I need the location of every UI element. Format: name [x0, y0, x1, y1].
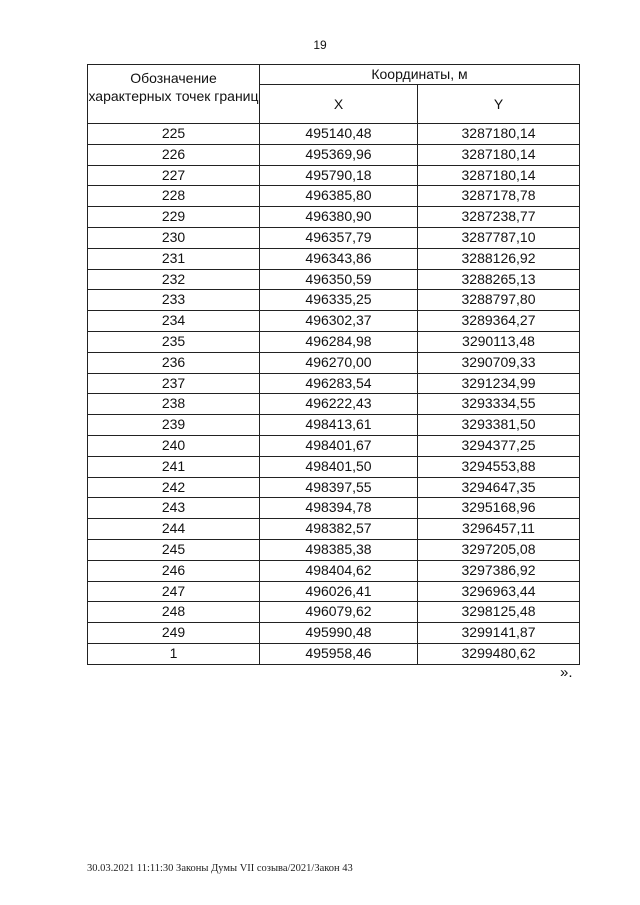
table-row [88, 352, 580, 373]
x-coordinate-cell: 496357,79 [260, 227, 418, 248]
y-coordinate-cell: 3291234,99 [418, 373, 580, 394]
y-coordinate-cell: 3296963,44 [418, 581, 580, 602]
boundary-points-header: Обозначение характерных точек границ [88, 65, 260, 124]
x-coordinate-cell: 498394,78 [260, 498, 418, 519]
point-label-cell: 243 [88, 498, 260, 519]
y-coordinate-cell: 3294647,35 [418, 477, 580, 498]
point-label-cell: 229 [88, 207, 260, 228]
x-coordinate-cell: 496284,98 [260, 331, 418, 352]
x-coordinate-cell: 496270,00 [260, 352, 418, 373]
table-row [88, 435, 580, 456]
x-coordinate-cell: 495990,48 [260, 623, 418, 644]
point-label-cell: 1 [88, 643, 260, 664]
document-footer: 30.03.2021 11:11:30 Законы Думы VII созыва/2021/Закон 43 [87, 863, 353, 874]
y-coordinate-cell: 3290113,48 [418, 331, 580, 352]
table-body [88, 124, 580, 665]
x-coordinate-cell: 495790,18 [260, 165, 418, 186]
x-coordinate-cell: 496380,90 [260, 207, 418, 228]
y-coordinate-cell: 3287787,10 [418, 227, 580, 248]
x-coordinate-cell: 498397,55 [260, 477, 418, 498]
y-coordinate-cell: 3299141,87 [418, 623, 580, 644]
x-coordinate-cell: 496079,62 [260, 602, 418, 623]
point-label-cell: 238 [88, 394, 260, 415]
table-row [88, 456, 580, 477]
table-header [88, 65, 580, 124]
point-label-cell: 230 [88, 227, 260, 248]
table-row [88, 248, 580, 269]
y-coordinate-cell: 3299480,62 [418, 643, 580, 664]
point-label-cell: 233 [88, 290, 260, 311]
x-coordinate-cell: 496350,59 [260, 269, 418, 290]
x-coordinate-cell: 496343,86 [260, 248, 418, 269]
y-coordinate-cell: 3293334,55 [418, 394, 580, 415]
point-label-cell: 225 [88, 124, 260, 145]
table-row [88, 581, 580, 602]
y-coordinate-cell: 3293381,50 [418, 415, 580, 436]
point-label-cell: 232 [88, 269, 260, 290]
x-coordinate-cell: 496302,37 [260, 311, 418, 332]
point-label-cell: 226 [88, 144, 260, 165]
x-coordinate-cell: 495958,46 [260, 643, 418, 664]
table-row [88, 519, 580, 540]
point-label-cell: 237 [88, 373, 260, 394]
table-row [88, 477, 580, 498]
point-label-cell: 242 [88, 477, 260, 498]
x-coordinate-cell: 498401,67 [260, 435, 418, 456]
point-label-cell: 239 [88, 415, 260, 436]
closing-quote-mark: ». [560, 664, 573, 681]
y-coordinate-cell: 3288126,92 [418, 248, 580, 269]
point-label-cell: 235 [88, 331, 260, 352]
x-header: X [260, 85, 418, 124]
point-label-cell: 228 [88, 186, 260, 207]
x-coordinate-cell: 496385,80 [260, 186, 418, 207]
point-label-cell: 246 [88, 560, 260, 581]
table-row [88, 394, 580, 415]
point-label-cell: 244 [88, 519, 260, 540]
y-coordinate-cell: 3288265,13 [418, 269, 580, 290]
x-coordinate-cell: 498385,38 [260, 539, 418, 560]
y-header: Y [418, 85, 580, 124]
x-coordinate-cell: 496283,54 [260, 373, 418, 394]
x-coordinate-cell: 498413,61 [260, 415, 418, 436]
x-coordinate-cell: 495369,96 [260, 144, 418, 165]
table-row [88, 311, 580, 332]
table-row [88, 165, 580, 186]
table-row [88, 144, 580, 165]
coordinates-header: Координаты, м [260, 65, 580, 85]
point-label-cell: 249 [88, 623, 260, 644]
y-coordinate-cell: 3298125,48 [418, 602, 580, 623]
table-row [88, 290, 580, 311]
point-label-cell: 245 [88, 539, 260, 560]
x-coordinate-cell: 498401,50 [260, 456, 418, 477]
point-label-cell: 247 [88, 581, 260, 602]
page-number: 19 [313, 38, 327, 52]
x-coordinate-cell: 496335,25 [260, 290, 418, 311]
point-label-cell: 234 [88, 311, 260, 332]
table-row [88, 498, 580, 519]
point-label-cell: 240 [88, 435, 260, 456]
table-row [88, 560, 580, 581]
y-coordinate-cell: 3287180,14 [418, 124, 580, 145]
x-coordinate-cell: 495140,48 [260, 124, 418, 145]
coordinates-table [87, 64, 580, 665]
y-coordinate-cell: 3290709,33 [418, 352, 580, 373]
table-row [88, 602, 580, 623]
y-coordinate-cell: 3287180,14 [418, 165, 580, 186]
table-row [88, 623, 580, 644]
table-row [88, 124, 580, 145]
table-row [88, 373, 580, 394]
point-label-cell: 248 [88, 602, 260, 623]
point-label-cell: 227 [88, 165, 260, 186]
y-coordinate-cell: 3297205,08 [418, 539, 580, 560]
table-row [88, 415, 580, 436]
x-coordinate-cell: 496222,43 [260, 394, 418, 415]
y-coordinate-cell: 3294553,88 [418, 456, 580, 477]
x-coordinate-cell: 496026,41 [260, 581, 418, 602]
table-row [88, 331, 580, 352]
y-coordinate-cell: 3287238,77 [418, 207, 580, 228]
point-label-cell: 241 [88, 456, 260, 477]
point-label-cell: 231 [88, 248, 260, 269]
table-row [88, 227, 580, 248]
y-coordinate-cell: 3294377,25 [418, 435, 580, 456]
table-row [88, 643, 580, 664]
x-coordinate-cell: 498404,62 [260, 560, 418, 581]
y-coordinate-cell: 3287178,78 [418, 186, 580, 207]
y-coordinate-cell: 3288797,80 [418, 290, 580, 311]
table-row [88, 269, 580, 290]
y-coordinate-cell: 3295168,96 [418, 498, 580, 519]
y-coordinate-cell: 3296457,11 [418, 519, 580, 540]
y-coordinate-cell: 3297386,92 [418, 560, 580, 581]
table-row [88, 539, 580, 560]
x-coordinate-cell: 498382,57 [260, 519, 418, 540]
y-coordinate-cell: 3287180,14 [418, 144, 580, 165]
table-row [88, 207, 580, 228]
table-row [88, 186, 580, 207]
point-label-cell: 236 [88, 352, 260, 373]
y-coordinate-cell: 3289364,27 [418, 311, 580, 332]
